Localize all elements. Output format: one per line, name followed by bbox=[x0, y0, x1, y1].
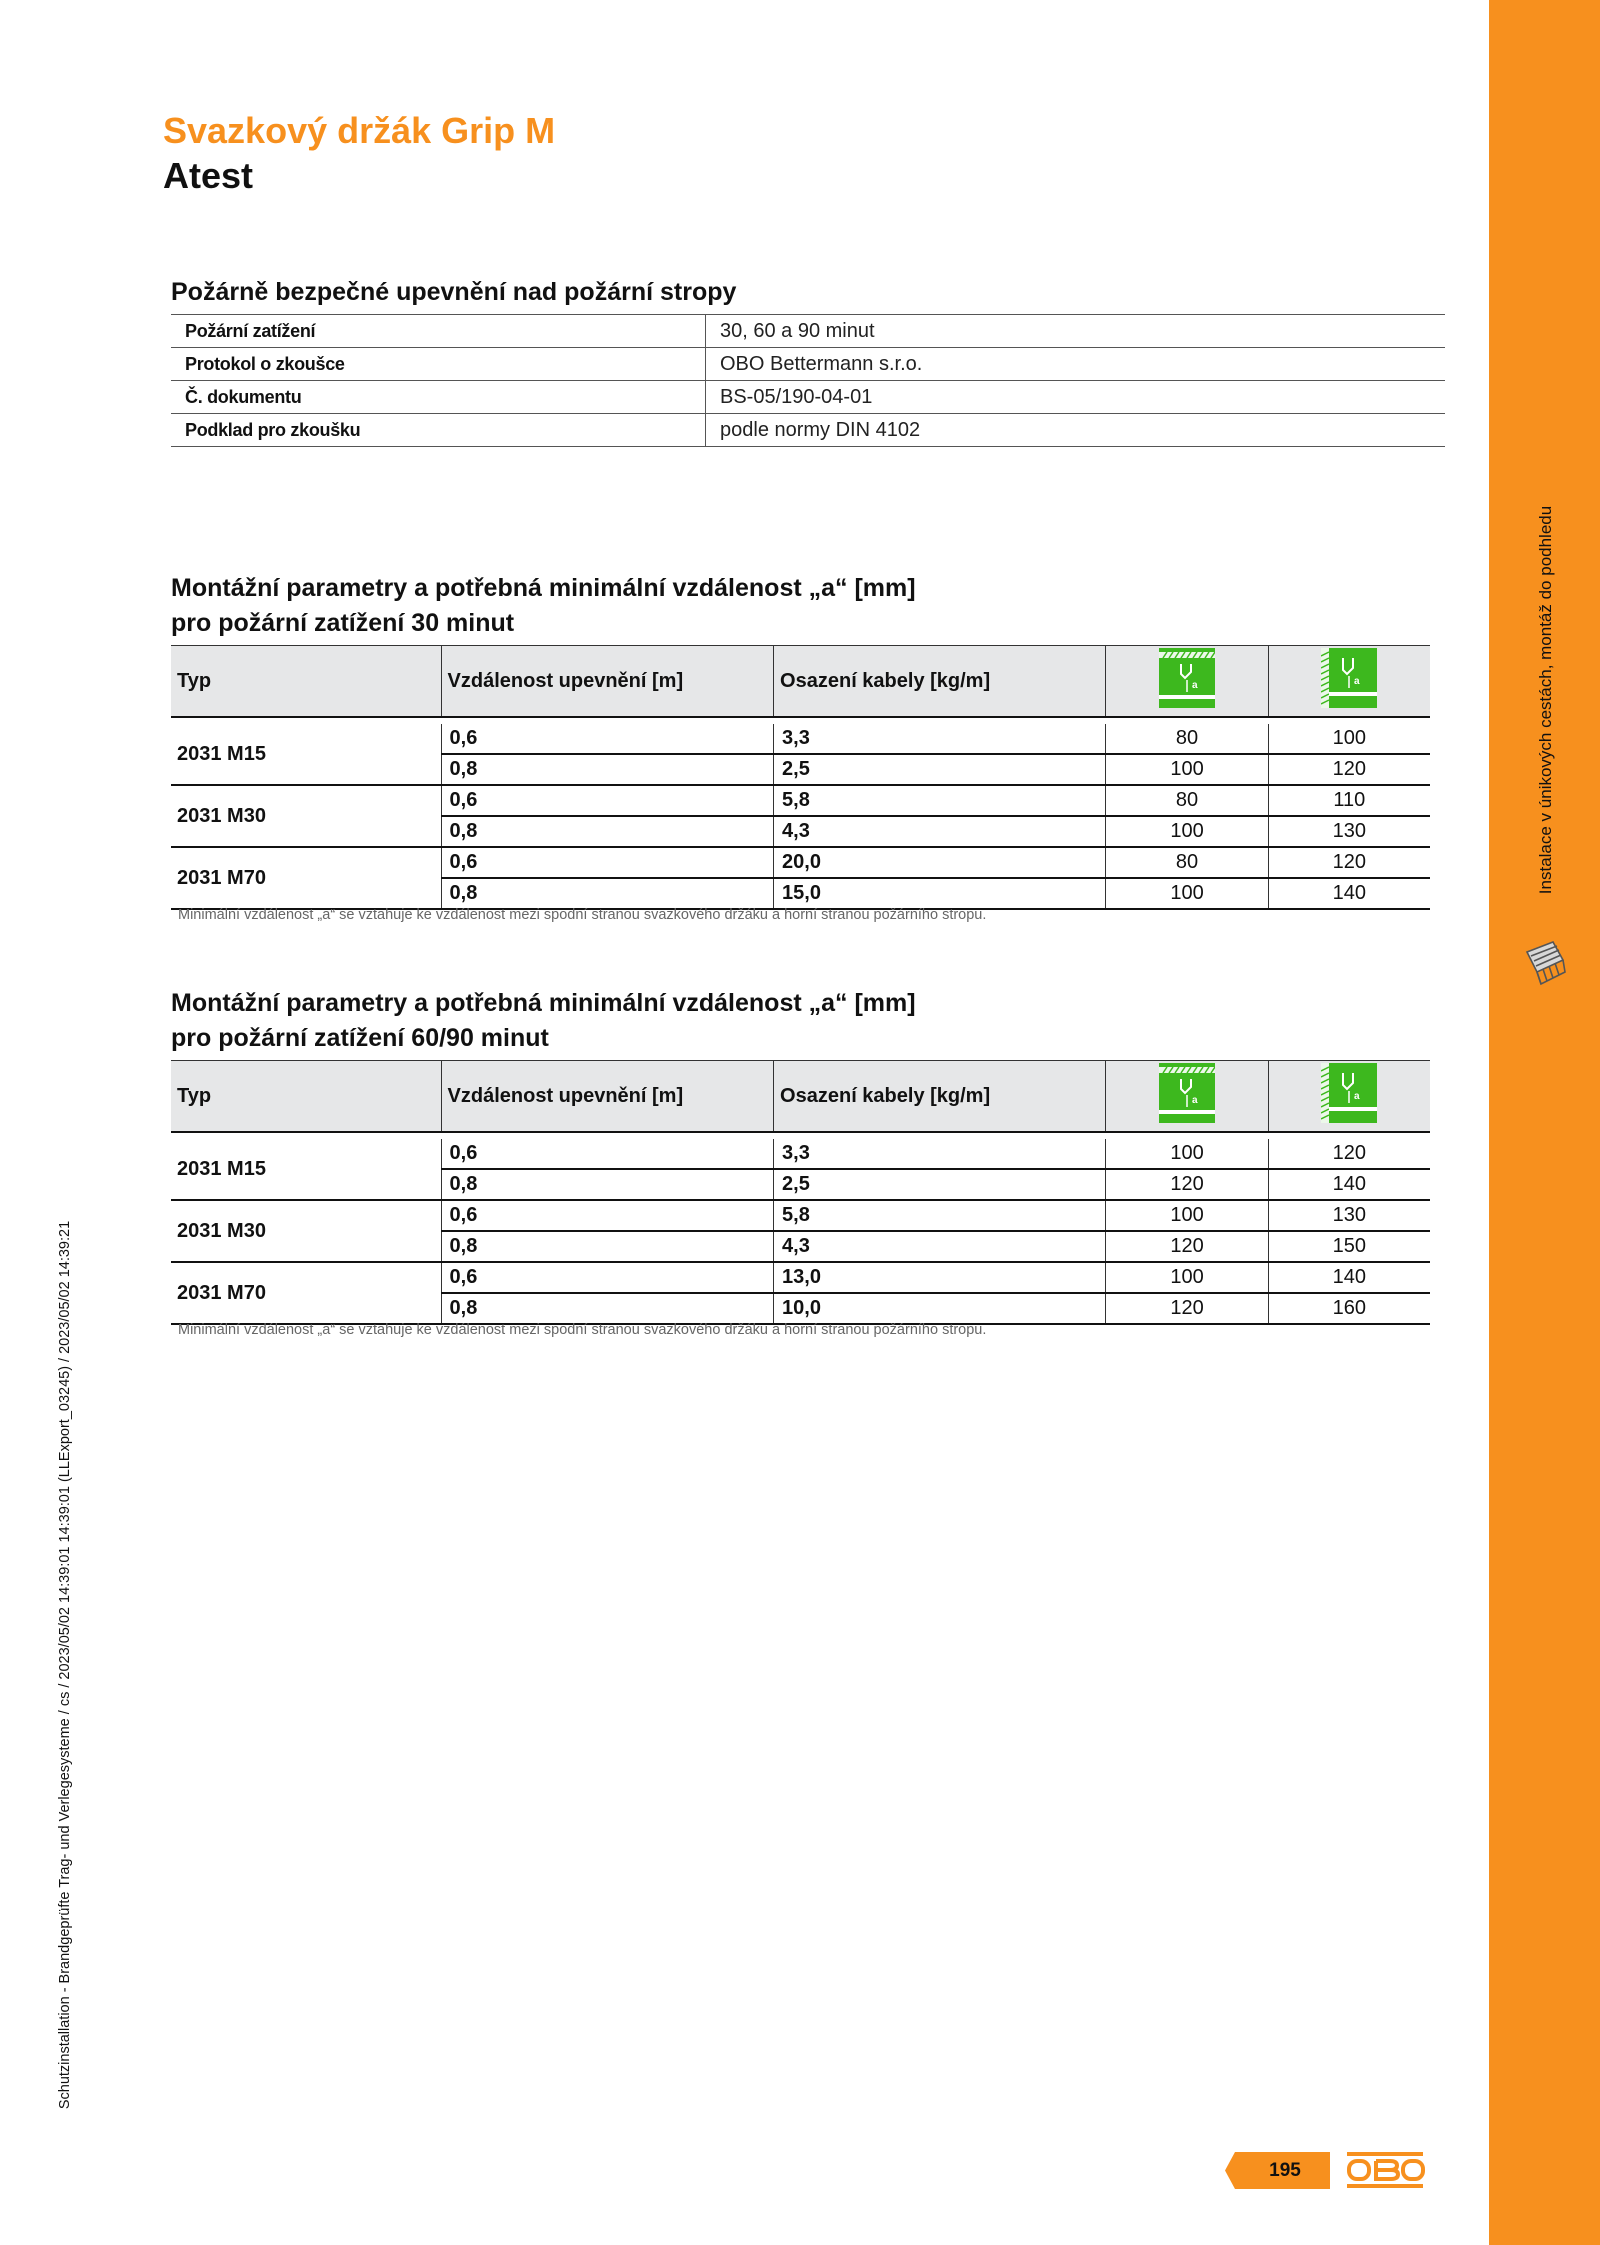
ceiling-distance-cell: 100 bbox=[1106, 1200, 1268, 1231]
table-row bbox=[171, 847, 1430, 878]
info-key: Podklad pro zkoušku bbox=[171, 414, 706, 447]
type-cell: 2031 M70 bbox=[171, 1262, 441, 1324]
header-icon-ceiling bbox=[1106, 1061, 1268, 1133]
ceiling-distance-cell: 80 bbox=[1106, 785, 1268, 816]
table60-title-line1: Montážní parametry a potřebná minimální vzdálenost „a“ [mm] bbox=[171, 989, 916, 1017]
header-typ: Typ bbox=[171, 1061, 441, 1133]
ceiling-distance-cell: 100 bbox=[1106, 816, 1268, 847]
svg-text:a: a bbox=[1192, 680, 1198, 691]
load-cell: 3,3 bbox=[774, 724, 1106, 754]
table30-title-line1: Montážní parametry a potřebná minimální vzdálenost „a“ [mm] bbox=[171, 574, 916, 602]
svg-text:a: a bbox=[1354, 1091, 1360, 1102]
load-cell: 4,3 bbox=[774, 816, 1106, 847]
info-key: Požární zatížení bbox=[171, 315, 706, 348]
info-key: Protokol o zkoušce bbox=[171, 348, 706, 381]
load-cell: 2,5 bbox=[774, 1169, 1106, 1200]
table60 bbox=[171, 1060, 1430, 1325]
cable-tray-icon bbox=[1523, 938, 1567, 988]
distance-cell: 0,8 bbox=[441, 754, 774, 785]
header-distance: Vzdálenost upevnění [m] bbox=[441, 646, 774, 718]
type-cell: 2031 M30 bbox=[171, 1200, 441, 1262]
ceiling-mount-icon bbox=[1159, 1063, 1215, 1123]
type-cell: 2031 M30 bbox=[171, 785, 441, 847]
header-distance: Vzdálenost upevnění [m] bbox=[441, 1061, 774, 1133]
ceiling-distance-cell: 80 bbox=[1106, 724, 1268, 754]
ceiling-distance-cell: 120 bbox=[1106, 1293, 1268, 1324]
table-header-row bbox=[171, 646, 1430, 718]
page-number: 195 bbox=[1269, 2160, 1301, 2181]
info-value: podle normy DIN 4102 bbox=[706, 414, 1446, 447]
spacer-row bbox=[171, 1132, 1430, 1139]
info-value: BS-05/190-04-01 bbox=[706, 381, 1446, 414]
ceiling-distance-cell: 120 bbox=[1106, 1169, 1268, 1200]
header-load: Osazení kabely [kg/m] bbox=[774, 1061, 1106, 1133]
svg-text:a: a bbox=[1192, 1095, 1198, 1106]
type-cell: 2031 M15 bbox=[171, 724, 441, 785]
distance-cell: 0,6 bbox=[441, 847, 774, 878]
distance-cell: 0,6 bbox=[441, 1200, 774, 1231]
load-cell: 15,0 bbox=[774, 878, 1106, 909]
wall-distance-cell: 130 bbox=[1268, 1200, 1430, 1231]
table60-title-line2: pro požární zatížení 60/90 minut bbox=[171, 1024, 549, 1052]
load-cell: 5,8 bbox=[774, 1200, 1106, 1231]
header-load: Osazení kabely [kg/m] bbox=[774, 646, 1106, 718]
header-icon-wall bbox=[1268, 646, 1430, 718]
type-cell: 2031 M70 bbox=[171, 847, 441, 909]
distance-cell: 0,8 bbox=[441, 816, 774, 847]
load-cell: 5,8 bbox=[774, 785, 1106, 816]
table30-note: Minimální vzdálenost „a“ se vztahuje ke vzdálenost mezi spodní stranou svazkového držáku a horní stranou požárního stropu. bbox=[178, 907, 987, 923]
wall-mount-icon bbox=[1321, 1063, 1377, 1123]
distance-cell: 0,6 bbox=[441, 1262, 774, 1293]
distance-cell: 0,6 bbox=[441, 724, 774, 754]
table60-title bbox=[171, 986, 916, 1056]
info-row bbox=[171, 348, 1445, 381]
ceiling-distance-cell: 100 bbox=[1106, 1262, 1268, 1293]
header-icon-wall bbox=[1268, 1061, 1430, 1133]
wall-distance-cell: 120 bbox=[1268, 847, 1430, 878]
info-row bbox=[171, 414, 1445, 447]
wall-distance-cell: 120 bbox=[1268, 754, 1430, 785]
wall-distance-cell: 130 bbox=[1268, 816, 1430, 847]
sidebar-section-label: Instalace v únikových cestách, montáž do podhledu bbox=[1536, 505, 1555, 895]
info-value: 30, 60 a 90 minut bbox=[706, 315, 1446, 348]
ceiling-distance-cell: 100 bbox=[1106, 878, 1268, 909]
page-subtitle: Atest bbox=[163, 155, 254, 196]
ceiling-distance-cell: 100 bbox=[1106, 754, 1268, 785]
wall-distance-cell: 100 bbox=[1268, 724, 1430, 754]
header-typ: Typ bbox=[171, 646, 441, 718]
table30-title bbox=[171, 571, 916, 641]
wall-distance-cell: 120 bbox=[1268, 1139, 1430, 1169]
distance-cell: 0,8 bbox=[441, 1293, 774, 1324]
load-cell: 4,3 bbox=[774, 1231, 1106, 1262]
table30-title-line2: pro požární zatížení 30 minut bbox=[171, 609, 515, 637]
table60-note: Minimální vzdálenost „a“ se vztahuje ke vzdálenost mezi spodní stranou svazkového držáku a horní stranou požárního stropu. bbox=[178, 1322, 987, 1338]
ceiling-distance-cell: 100 bbox=[1106, 1139, 1268, 1169]
load-cell: 3,3 bbox=[774, 1139, 1106, 1169]
wall-distance-cell: 150 bbox=[1268, 1231, 1430, 1262]
load-cell: 20,0 bbox=[774, 847, 1106, 878]
obo-logo bbox=[1345, 2150, 1425, 2190]
table-row bbox=[171, 1139, 1430, 1169]
svg-text:a: a bbox=[1354, 676, 1360, 687]
table-row bbox=[171, 1200, 1430, 1231]
distance-cell: 0,8 bbox=[441, 1231, 774, 1262]
ceiling-mount-icon bbox=[1159, 648, 1215, 708]
info-key: Č. dokumentu bbox=[171, 381, 706, 414]
distance-cell: 0,6 bbox=[441, 785, 774, 816]
product-title: Svazkový držák Grip M bbox=[163, 110, 556, 151]
table-row bbox=[171, 1262, 1430, 1293]
wall-distance-cell: 110 bbox=[1268, 785, 1430, 816]
load-cell: 13,0 bbox=[774, 1262, 1106, 1293]
orange-sidebar bbox=[1489, 0, 1600, 2245]
table-row bbox=[171, 724, 1430, 754]
document-metadata: Schutzinstallation - Brandgeprüfte Trag- und Verlegesysteme / cs / 2023/05/02 14:39:01 14:39:01 (LLExport_03245) / 2023/05/02 14:39:21 bbox=[57, 1220, 73, 2110]
wall-distance-cell: 140 bbox=[1268, 1169, 1430, 1200]
wall-distance-cell: 140 bbox=[1268, 878, 1430, 909]
info-row bbox=[171, 381, 1445, 414]
table-row bbox=[171, 785, 1430, 816]
fire-section-title: Požárně bezpečné upevnění nad požární stropy bbox=[171, 278, 737, 306]
wall-distance-cell: 140 bbox=[1268, 1262, 1430, 1293]
info-value: OBO Bettermann s.r.o. bbox=[706, 348, 1446, 381]
info-row bbox=[171, 315, 1445, 348]
ceiling-distance-cell: 120 bbox=[1106, 1231, 1268, 1262]
fire-info-table bbox=[171, 314, 1445, 447]
load-cell: 2,5 bbox=[774, 754, 1106, 785]
wall-mount-icon bbox=[1321, 648, 1377, 708]
header-icon-ceiling bbox=[1106, 646, 1268, 718]
table-header-row bbox=[171, 1061, 1430, 1133]
distance-cell: 0,8 bbox=[441, 1169, 774, 1200]
type-cell: 2031 M15 bbox=[171, 1139, 441, 1200]
load-cell: 10,0 bbox=[774, 1293, 1106, 1324]
wall-distance-cell: 160 bbox=[1268, 1293, 1430, 1324]
distance-cell: 0,8 bbox=[441, 878, 774, 909]
ceiling-distance-cell: 80 bbox=[1106, 847, 1268, 878]
spacer-row bbox=[171, 717, 1430, 724]
distance-cell: 0,6 bbox=[441, 1139, 774, 1169]
table30 bbox=[171, 645, 1430, 910]
